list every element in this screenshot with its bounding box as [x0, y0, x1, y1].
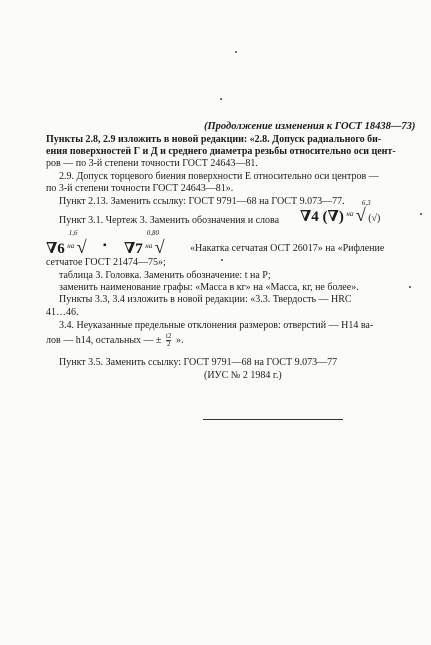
- roughness-symbol-old-1: ∇4 (∇): [300, 209, 344, 225]
- fraction-denominator: 2: [167, 340, 171, 348]
- p28-line5: по 3-й степени точности ГОСТ 24643—81».: [46, 183, 234, 194]
- scan-speck: [220, 98, 222, 100]
- bullet-separator: ▪: [103, 240, 107, 251]
- roughness-check-icon-3: √ 0,80: [146, 229, 165, 257]
- p31-line1: Пункт 3.1. Чертеж 3. Заменить обозначения и слова: [59, 215, 280, 226]
- p35-line: Пункт 3.5. Заменить ссылку: ГОСТ 9791—68 на ГОСТ 9.073—77: [59, 357, 338, 368]
- p31-line2: «Накатка сетчатая ОСТ 26017» на «Рифление: [190, 243, 385, 254]
- roughness-symbol-old-3: ∇7: [124, 241, 143, 257]
- source-note: (ИУС № 2 1984 г.): [204, 370, 282, 381]
- scan-speck: [221, 259, 223, 261]
- roughness-check-icon-1: √ 6,3: [355, 199, 371, 225]
- roughness-value-2: 1,6: [68, 229, 78, 237]
- roughness-symbol-group-1: [300, 199, 381, 225]
- p31-line3: сетчатое ГОСТ 21474—75»;: [46, 257, 166, 268]
- roughness-value-3: 0,80: [146, 229, 160, 237]
- continuation-header: (Продолжение изменения к ГОСТ 18438—73): [204, 121, 416, 132]
- p31-line6: Пункты 3.3, 3.4 изложить в новой редакции: «3.3. Твердость — HRC: [59, 294, 352, 305]
- p28-line3: ров — по 3-й степени точности ГОСТ 24643—81.: [46, 158, 258, 169]
- scan-speck: [235, 51, 237, 53]
- p213-line: Пункт 2.13. Заменить ссылку: ГОСТ 9791—68 на ГОСТ 9.073—77.: [59, 196, 345, 207]
- p28-line2: ения поверхностей Г и Д и среднего диаметра резьбы относительно оси цент-: [46, 146, 396, 157]
- roughness-value-1: 6,3: [361, 199, 371, 207]
- roughness-check-icon-2: √ 1,6: [68, 229, 87, 257]
- bottom-rule: [203, 419, 343, 420]
- roughness-symbol-group-2: [46, 229, 87, 257]
- fraction-numerator: t2: [166, 332, 172, 340]
- roughness-symbol-group-3: [124, 229, 165, 257]
- roughness-symbol-old-2: ∇6: [46, 241, 65, 257]
- p31-line4: таблица 3. Головка. Заменить обозначение: t на P;: [59, 270, 271, 281]
- na-label-2: на: [67, 242, 75, 250]
- p31-line7: 41…46.: [46, 307, 79, 318]
- na-label-3: на: [145, 242, 153, 250]
- p31-line9-tail: ».: [175, 334, 184, 346]
- scan-speck: [409, 286, 411, 288]
- p28-line4: 2.9. Допуск торцевого биения поверхности Е относительно оси центров —: [59, 171, 379, 182]
- p31-line9-text: лов — h14, остальных — ±: [46, 334, 162, 346]
- fraction: [166, 333, 171, 348]
- scan-speck: [420, 213, 422, 215]
- roughness-symbol-tail-1: (√): [368, 213, 381, 224]
- p28-line1: Пункты 2.8, 2.9 изложить в новой редакции: «2.8. Допуск радиального би-: [46, 134, 382, 145]
- na-label-1: на: [346, 210, 354, 218]
- p31-line9: [46, 333, 183, 348]
- p31-line8: 3.4. Неуказанные предельные отклонения размеров: отверстий — H14 ва-: [59, 320, 374, 331]
- p31-line5: заменить наименование графы: «Масса в кг» на «Масса, кг, не более».: [59, 282, 359, 293]
